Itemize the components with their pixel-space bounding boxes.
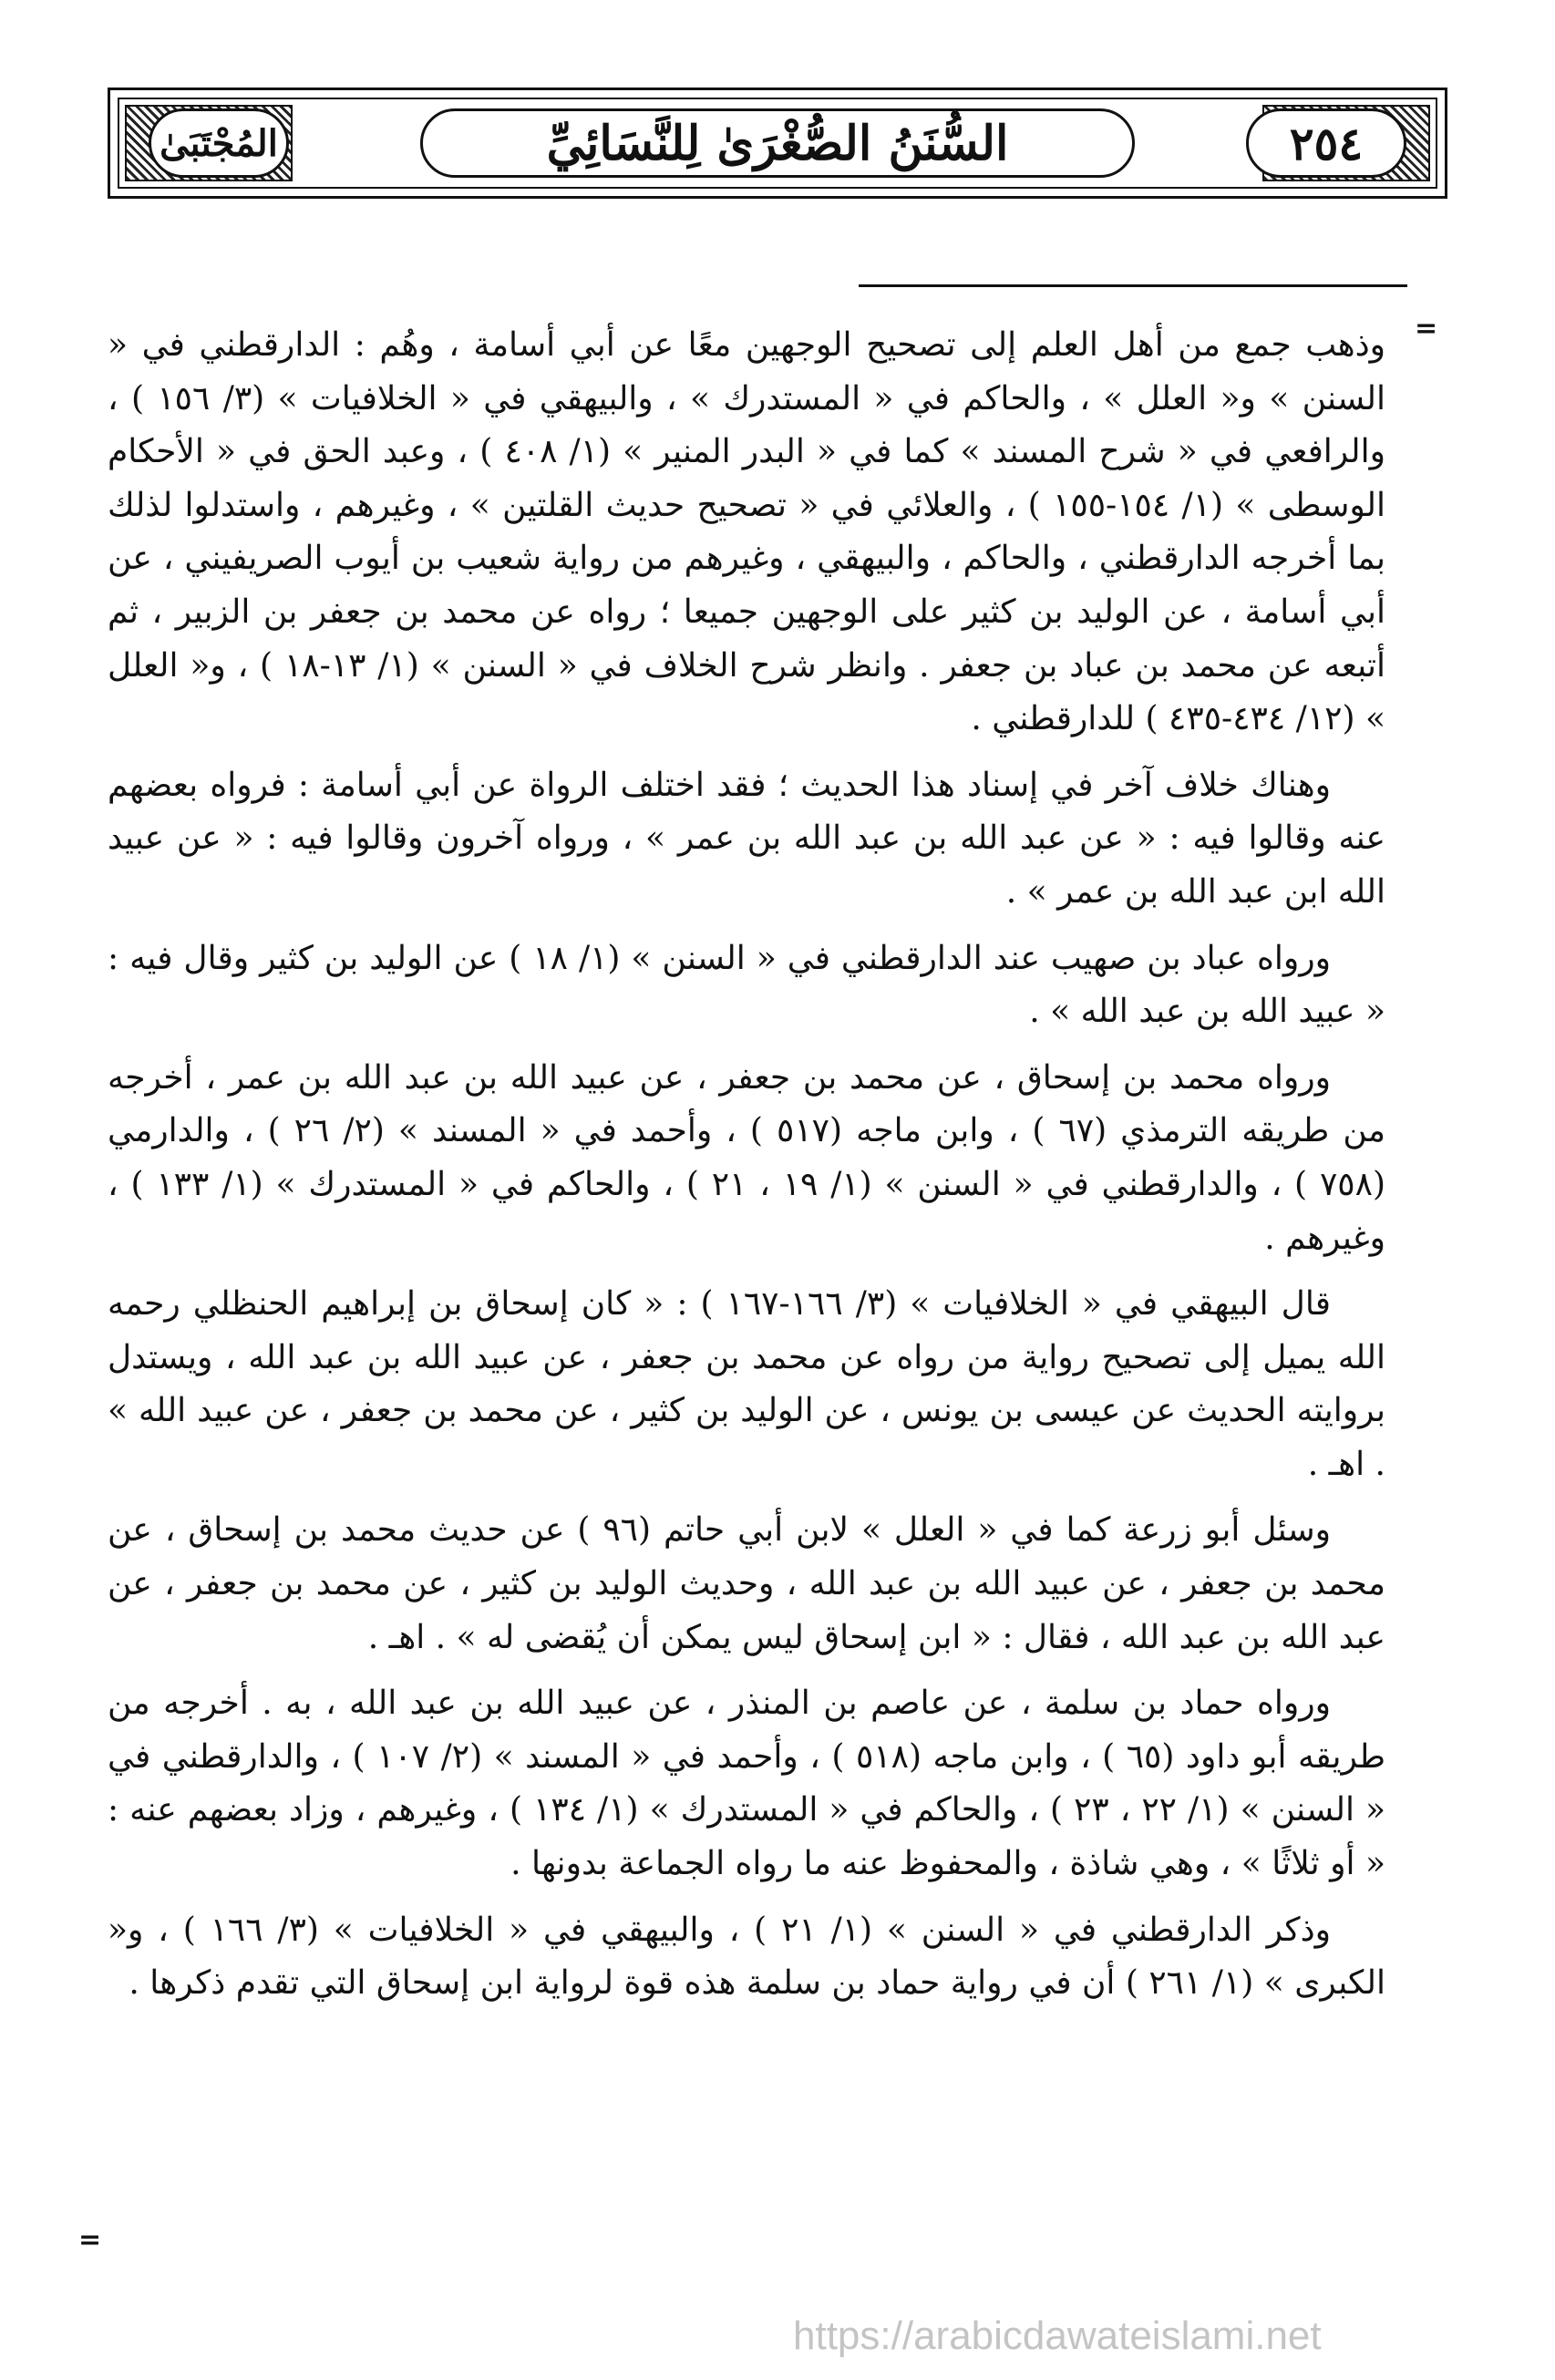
series-mark: المُجْتَبَىٰ [160,121,278,165]
page-number-cartouche [1246,108,1406,178]
paragraph: وسئل أبو زرعة كما في « العلل » لابن أبي حاتم (٩٦ ) عن حديث محمد بن إسحاق ، عن محمد بن جعفر ، عن عبيد الله بن عبد الله ، وحديث الوليد بن كثير ، عن محمد بن جعفر ، عن عبد الله بن عبد الله ، فقال : « ابن إسحاق ليس يمكن أن يُقضى له » . اهـ . [108,1511,1386,1656]
paragraph: ورواه محمد بن إسحاق ، عن محمد بن جعفر ، عن عبيد الله بن عبد الله بن عمر ، أخرجه من طريقه الترمذي (٦٧ ) ، وابن ماجه (٥١٧ ) ، وأحمد في « المسند » (٢/ ٢٦ ) ، والدارمي (٧٥٨ ) ، والدارقطني في « السنن » (١/ ١٩ ، ٢١ ) ، والحاكم في « المستدرك » (١/ ١٣٣ ) ، وغيرهم . [108,1058,1386,1257]
paragraph: وذكر الدارقطني في « السنن » (١/ ٢١ ) ، والبيهقي في « الخلافيات » (٣/ ١٦٦ ) ، و« الكبرى » (١/ ٢٦١ ) أن في رواية حماد بن سلمة هذه قوة لرواية ابن إسحاق التي تقدم ذكرها . [108,1911,1385,2003]
header-frame [118,98,1437,189]
footnote-body [108,319,1385,2024]
paragraph: وذهب جمع من أهل العلم إلى تصحيح الوجهين معًا عن أبي أسامة ، وهُم : الدارقطني في « السنن » و« العلل » ، والحاكم في « المستدرك » ، والبيهقي في « الخلافيات » (٣/ ١٥٦ ) ، والرافعي في « شرح المسند » كما في « البدر المنير » (١/ ٤٠٨ ) ، وعبد الحق في « الأحكام الوسطى » (١/ ١٥٤-١٥٥ ) ، والعلائي في « تصحيح حديث القلتين » ، وغيرهم ، واستدلوا لذلك بما أخرجه الدارقطني ، والحاكم ، والبيهقي ، وغيرهم من رواية شعيب بن أيوب الصريفيني ، عن أبي أسامة ، عن الوليد بن كثير على الوجهين جميعا ؛ رواه عن محمد بن جعفر بن الزبير ، ثم أتبعه عن محمد بن عباد بن جعفر . وانظر شرح الخلاف في « السنن » (١/ ١٣-١٨ ) ، و« العلل » (١٢/ ٤٣٤-٤٣٥ ) للدارقطني . [108,326,1386,738]
continuation-mark-top: = [1415,313,1438,345]
continuation-mark-bottom: = [78,2224,102,2256]
page-number: ٢٥٤ [1289,116,1364,170]
running-title: السُّنَنُ الصُّغْرَىٰ لِلنَّسَائِيِّ [546,115,1009,171]
watermark-url: https://arabicdawateislami.net [793,2313,1322,2358]
paragraph: وهناك خلاف آخر في إسناد هذا الحديث ؛ فقد اختلف الرواة عن أبي أسامة : فرواه بعضهم عنه وقالوا فيه : « عن عبد الله بن عبد الله بن عمر » ، ورواه آخرون وقالوا فيه : « عن عبيد الله ابن عبد الله بن عمر » . [108,766,1385,911]
page-header [108,88,1447,199]
series-cartouche [149,108,289,178]
title-band [420,108,1135,178]
paragraph: قال البيهقي في « الخلافيات » (٣/ ١٦٦-١٦٧ ) : « كان إسحاق بن إبراهيم الحنظلي رحمه الله يميل إلى تصحيح رواية من رواه عن محمد بن جعفر ، عن عبيد الله بن عبد الله ، ويستدل بروايته الحديث عن عيسى بن يونس ، عن الوليد بن كثير ، عن محمد بن جعفر ، عن عبيد الله » . اهـ . [108,1285,1385,1483]
paragraph: ورواه عباد بن صهيب عند الدارقطني في « السنن » (١/ ١٨ ) عن الوليد بن كثير وقال فيه : « عبيد الله بن عبد الله » . [108,939,1385,1031]
footnote-rule [859,284,1407,287]
paragraph: ورواه حماد بن سلمة ، عن عاصم بن المنذر ، عن عبيد الله بن عبد الله ، به . أخرجه من طريقه أبو داود (٦٥ ) ، وابن ماجه (٥١٨ ) ، وأحمد في « المسند » (٢/ ١٠٧ ) ، والدارقطني في « السنن » (١/ ٢٢ ، ٢٣ ) ، والحاكم في « المستدرك » (١/ ١٣٤ ) ، وغيرهم ، وزاد بعضهم عنه : « أو ثلاثًا » ، وهي شاذة ، والمحفوظ عنه ما رواه الجماعة بدونها . [108,1685,1386,1883]
